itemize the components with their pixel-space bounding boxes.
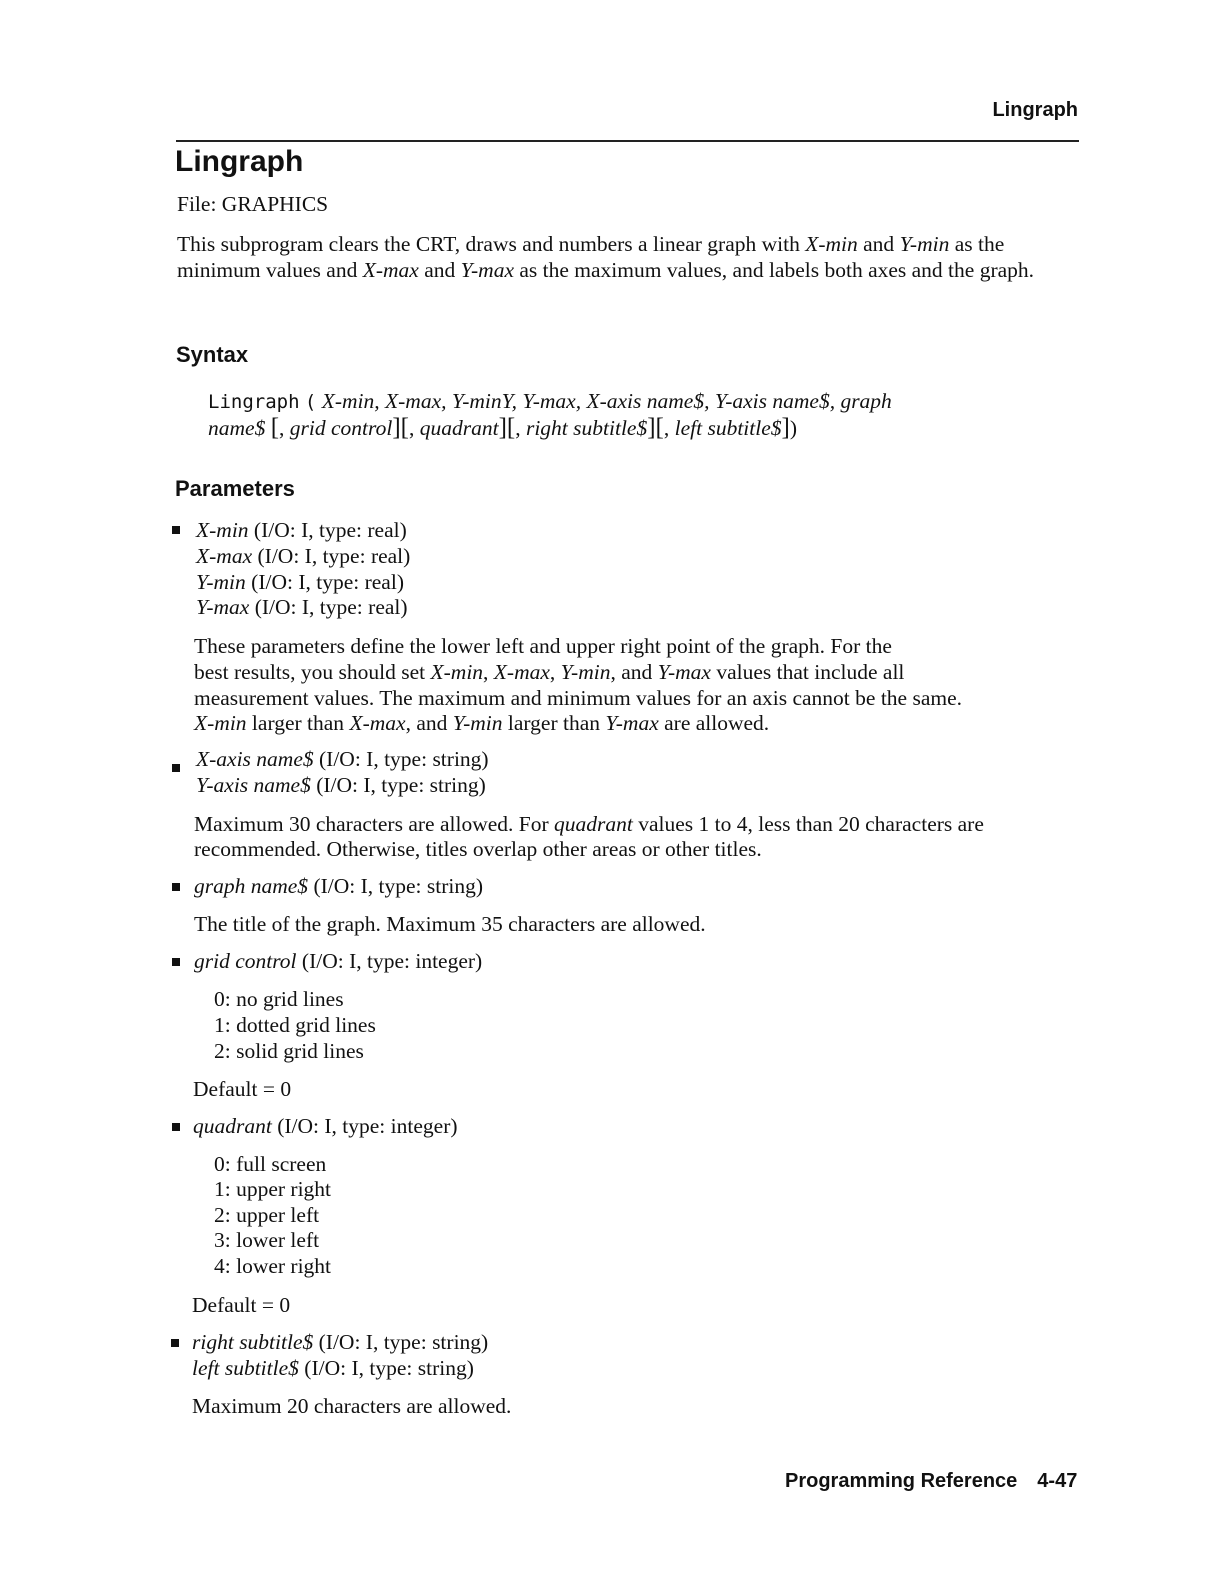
bullet-icon (172, 958, 180, 966)
param-x-axis-name (196, 746, 489, 772)
param-name: Y-max (196, 595, 250, 619)
graph-name-desc: The title of the graph. Maximum 35 characters are allowed. (194, 912, 706, 936)
param-graph-name (194, 873, 483, 899)
file-name: GRAPHICS (221, 192, 329, 216)
bullet-icon (172, 883, 180, 891)
param-name: X-axis name$ (196, 747, 314, 771)
param-xmax (196, 543, 410, 569)
param-spec: (I/O: I, type: string) (304, 1356, 474, 1380)
param-xmin (196, 517, 407, 543)
page-number: 4-47 (1037, 1470, 1078, 1492)
intro-text-3: as the maximum values, and labels both axes (519, 258, 907, 282)
syntax-opt-grid-control: grid control (289, 416, 393, 440)
param-spec: (I/O: I, type: integer) (277, 1114, 458, 1138)
text: values that include all (716, 660, 905, 684)
syntax-args-line-1: X-min, X-max, Y-minY, Y-max, X-axis name$, Y-axis name$, graph (321, 389, 892, 413)
file-label: File: (177, 192, 217, 216)
grid-option: 1: dotted grid lines (214, 1013, 376, 1037)
grid-option: 2: solid grid lines (214, 1039, 364, 1063)
syntax-bracket: [ (655, 414, 664, 441)
syntax-close-paren: ) (789, 416, 798, 440)
text: values 1 to 4, less than 20 characters are (638, 812, 984, 836)
param-right-subtitle (192, 1329, 488, 1355)
param-grid-control (194, 948, 482, 974)
param-name: quadrant (193, 1114, 272, 1138)
coords-desc-line-2 (194, 659, 904, 685)
param-name: Y-axis name$ (196, 773, 311, 797)
param-left-subtitle (192, 1355, 474, 1381)
bullet-icon (172, 764, 180, 772)
footer-section: Programming Reference (785, 1470, 1018, 1492)
text: , and (405, 711, 448, 735)
syntax-opt-left-subtitle: left subtitle$ (674, 416, 782, 440)
param-name: left subtitle$ (192, 1356, 299, 1380)
text: , (483, 660, 489, 684)
syntax-bracket: [ (506, 414, 516, 441)
param-ref: X-max (493, 660, 550, 684)
quadrant-option: 3: lower left (214, 1228, 320, 1252)
coords-desc-line-3: measurement values. The maximum and minimum values for an axis cannot be the same. (194, 686, 963, 710)
param-ref: X-max (349, 711, 406, 735)
syntax-bracket: [ (270, 414, 280, 441)
text: , and (610, 660, 653, 684)
syntax-line-2 (208, 415, 1088, 441)
param-ref: Y-max (657, 660, 711, 684)
syntax-comma: , (279, 416, 285, 440)
intro-ymax: Y-max (460, 258, 514, 282)
param-ref: quadrant (554, 812, 633, 836)
param-ref: X-min (430, 660, 484, 684)
text: larger than (251, 711, 345, 735)
subtitles-desc: Maximum 20 characters are allowed. (192, 1394, 512, 1418)
param-name: Y-min (196, 570, 246, 594)
syntax-comma: , (515, 416, 521, 440)
syntax-bracket: ] (781, 414, 790, 441)
param-spec: (I/O: I, type: string) (318, 1330, 489, 1354)
text: Maximum 30 characters are allowed. For (194, 812, 549, 836)
param-name: graph name$ (194, 874, 309, 898)
syntax-opt-right-subtitle: right subtitle$ (525, 416, 648, 440)
intro-text-2: as the minimum values and (177, 232, 1005, 282)
bullet-icon (172, 1123, 180, 1131)
syntax-line-1 (208, 389, 1088, 415)
param-spec: (I/O: I, type: real) (251, 570, 404, 594)
syntax-comma: , (663, 416, 670, 440)
param-ref: Y-max (605, 711, 659, 735)
intro-and-1: and (863, 232, 895, 256)
syntax-arg-graph-name: name$ (208, 416, 266, 440)
param-spec: (I/O: I, type: real) (253, 518, 407, 542)
intro-text-4: and the graph. (911, 258, 1035, 282)
header-rule (176, 140, 1079, 142)
param-name: X-min (196, 518, 249, 542)
param-name: grid control (194, 949, 297, 973)
syntax-heading: Syntax (176, 342, 249, 367)
intro-text-1: This subprogram clears the CRT, draws and numbers a linear graph with (177, 232, 800, 256)
syntax-bracket: [ (400, 414, 409, 441)
quadrant-option: 1: upper right (214, 1177, 332, 1201)
parameters-heading: Parameters (175, 476, 295, 501)
coords-desc-line-1: These parameters define the lower left and upper right point of the graph. For the (194, 634, 892, 658)
syntax-bracket: ] (647, 414, 656, 441)
param-spec: (I/O: I, type: string) (313, 874, 484, 898)
syntax-open-paren: ( (304, 391, 317, 413)
axis-names-desc-line-1 (194, 811, 984, 837)
param-y-axis-name (196, 772, 486, 798)
syntax-bracket: ] (392, 414, 401, 441)
page-footer (785, 1470, 1077, 1493)
intro-xmin: X-min (805, 232, 858, 256)
grid-default: Default = 0 (193, 1077, 292, 1101)
running-header: Lingraph (992, 99, 1078, 121)
syntax-statement (208, 389, 1088, 441)
page-title: Lingraph (175, 145, 304, 178)
param-spec: (I/O: I, type: integer) (301, 949, 483, 973)
param-spec: (I/O: I, type: real) (257, 544, 411, 568)
text: best results, you should set (194, 660, 426, 684)
param-name: right subtitle$ (192, 1330, 314, 1354)
param-ref: X-min (194, 711, 247, 735)
param-ref: Y-min (560, 660, 611, 684)
coords-desc-line-4 (194, 710, 769, 736)
intro-and-2: and (424, 258, 456, 282)
quadrant-option: 4: lower right (214, 1254, 332, 1278)
param-ymin (196, 569, 404, 595)
param-name: X-max (196, 544, 253, 568)
intro-ymin: Y-min (899, 232, 950, 256)
text: are allowed. (664, 711, 770, 735)
param-spec: (I/O: I, type: real) (254, 595, 408, 619)
grid-option: 0: no grid lines (214, 987, 344, 1011)
syntax-bracket: ] (498, 414, 507, 441)
syntax-comma: , (408, 416, 415, 440)
quadrant-option: 2: upper left (214, 1203, 320, 1227)
param-ref: Y-min (452, 711, 503, 735)
quadrant-default: Default = 0 (192, 1293, 291, 1317)
text: larger than (507, 711, 601, 735)
quadrant-option: 0: full screen (214, 1152, 327, 1176)
intro-xmax: X-max (362, 258, 419, 282)
param-spec: (I/O: I, type: string) (316, 773, 486, 797)
file-line (177, 191, 328, 217)
intro-paragraph (177, 231, 1077, 283)
syntax-keyword: Lingraph (208, 391, 300, 413)
param-spec: (I/O: I, type: string) (319, 747, 489, 771)
text: , (549, 660, 556, 684)
param-ymax (196, 594, 408, 620)
bullet-icon (171, 1339, 179, 1347)
axis-names-desc-line-2: recommended. Otherwise, titles overlap other areas or other titles. (194, 837, 762, 861)
bullet-icon (172, 526, 180, 534)
syntax-opt-quadrant: quadrant (419, 416, 499, 440)
param-quadrant (193, 1113, 458, 1139)
